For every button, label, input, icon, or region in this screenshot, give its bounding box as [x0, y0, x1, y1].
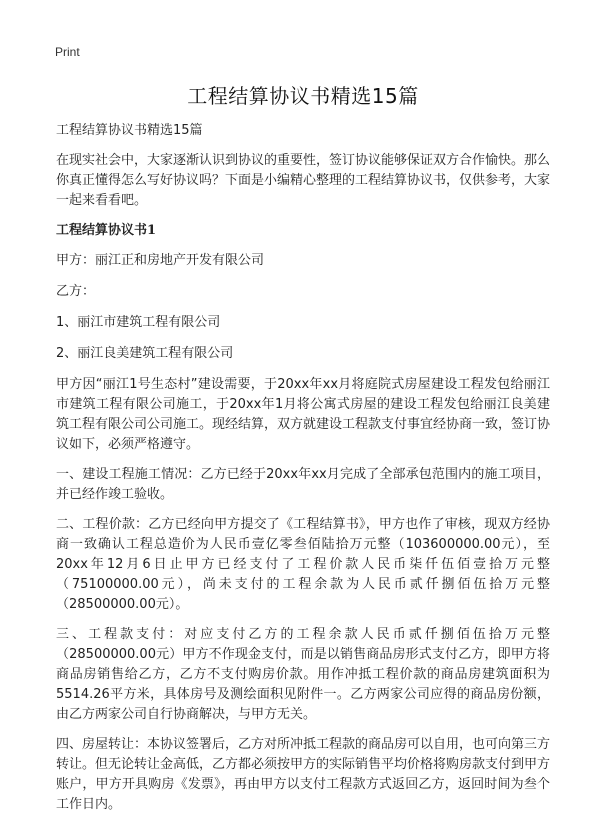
- clause-construction-status: 一、建设工程施工情况：乙方已经于20xx年xx月完成了全部承包范围内的施工项目，并已经作竣工验收。: [56, 467, 550, 502]
- page-title: 工程结算协议书精选15篇: [187, 84, 419, 108]
- party-b-line: 乙方：: [56, 284, 96, 299]
- party-a-line: 甲方：丽江正和房地产开发有限公司: [56, 253, 265, 268]
- intro-paragraph: 在现实社会中，大家逐渐认识到协议的重要性，签订协议能够保证双方合作愉快。那么你真正懂得怎么写好协议吗？下面是小编精心整理的工程结算协议书，仅供参考，大家一起来看看吧。: [56, 153, 551, 208]
- party-b-company-2: 2、丽江良美建筑工程有限公司: [56, 346, 234, 361]
- contract-paragraph: 甲方因“丽江1号生态村”建设需要，于20xx年xx月将庭院式房屋建设工程发包给丽江市建筑工程有限公司施工，于20xx年1月将公寓式房屋的建设工程发包给丽江良美建筑工程有限公司公司施工。现经结算，双方就建设工程款支付事宜经协商一致，签订协议如下，必须严格遵守。: [56, 377, 551, 452]
- clause-property-transfer: 四、房屋转让：本协议签署后，乙方对所冲抵工程款的商品房可以自用，也可向第三方转让。但无论转让金高低，乙方都必须按甲方的实际销售平均价格将购房款支付到甲方账户，甲方开具购房《发票》，再由甲方以支付工程款方式返回乙方，返回时间为叁个工作日内。: [56, 737, 551, 812]
- section-heading: 工程结算协议书1: [56, 223, 157, 238]
- clause-payment: 三、工程款支付：对应支付乙方的工程余款人民币贰仟捌佰伍拾万元整（28500000.00元）甲方不作现金支付，而是以销售商品房形式支付乙方，即甲方将商品房销售给乙方，乙方不支付购房价款。用作冲抵工程价款的商品房建筑面积为5514.26平方米，具体房号及测绘面积见附件一。乙方两家公司应得的商品房份额，由乙方两家公司自行协商解决，与甲方无关。: [56, 627, 550, 722]
- print-link[interactable]: Print: [55, 45, 80, 59]
- document-subtitle: 工程结算协议书精选15篇: [56, 123, 203, 138]
- clause-project-price: 二、工程价款：乙方已经向甲方提交了《工程结算书》，甲方也作了审核，现双方经协商一致确认工程总造价为人民币壹亿零叁佰陆拾万元整（103600000.00元），至20xx年12月6日止甲方已经支付了工程价款人民币柒仟伍佰壹拾万元整（75100000.00元），尚未支付的工程余款为人民币贰仟捌佰伍拾万元整（28500000.00元）。: [56, 517, 550, 612]
- document-body: [56, 80, 550, 825]
- party-b-company-1: 1、丽江市建筑工程有限公司: [56, 315, 221, 330]
